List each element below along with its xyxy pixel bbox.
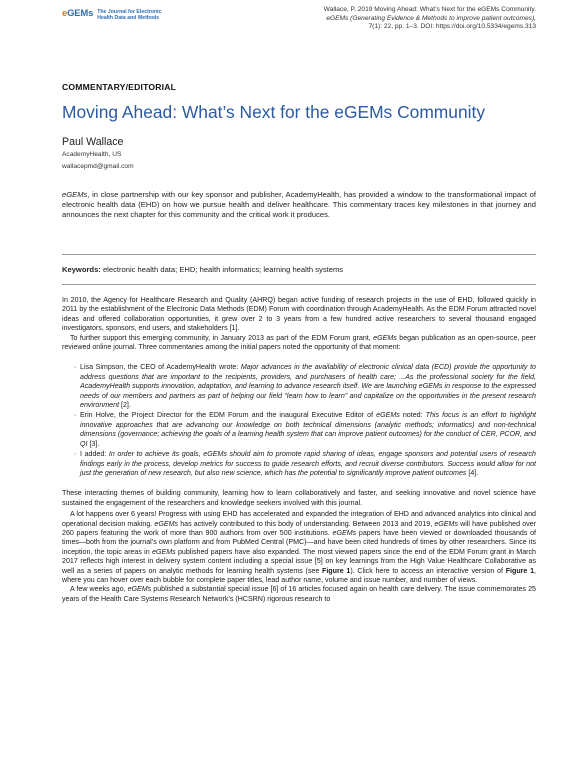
- list-item: · Erin Holve, the Project Director for the EDM Forum and the inaugural Executive Editor of eGEMs noted: This focus is an effort to highlight innovative approaches that are advancing our knowledge on both technical dimensions (analytic methods; informatics) and non-technical dimensions (governance; achieving the goals of a learning health system that can improve patient outcomes) for the conduct of CER, PCOR, and QI [3].: [74, 411, 536, 449]
- author-name: Paul Wallace: [62, 136, 124, 148]
- figure-1-ref[interactable]: Figure 1: [322, 566, 351, 575]
- article-body: [62, 296, 536, 604]
- logo-tagline: The Journal for Electronic Health Data and Methods: [97, 9, 162, 21]
- page-header: [62, 6, 536, 40]
- paragraph-1: In 2010, the Agency for Healthcare Research and Quality (AHRQ) began active funding of research projects in the use of EHD, followed quickly in 2011 by the establishment of the Electronic Data Methods (EDM) Forum with coordination through AcademyHealth. As the EDM Forum attracted novel ideas and offered collaboration opportunities, it grew over 2 to 3 years from a few hundred active researchers to several thousand engaged investigators, sponsors, end users, and stakeholders [1].: [62, 296, 536, 333]
- list-item: · I added: In order to achieve its goals, eGEMs should aim to promote rapid sharing of ideas, engage sponsors and potential users of research findings early in the process, develop metrics for success to guide research efforts, and recruit diverse contributors. Success would allow for not just the generation of new research, but also new science, which has the potential to significantly improve patient outcomes [4].: [74, 450, 536, 478]
- paragraph-2: To further support this emerging community, in January 2013 as part of the EDM Forum grant, eGEMs began publication as an open-source, peer reviewed online journal. Three commentaries among the initial papers noted the opportunity of that moment:: [62, 333, 536, 352]
- abstract: eGEMs, in close partnership with our key sponsor and publisher, AcademyHealth, has provided a window to the transformational impact of electronic health data (EHD) on how we pursue health and deliver healthcare. This commentary traces key milestones in that journey and announces the next chapter for this community and the critical work it produces.: [62, 190, 536, 220]
- paragraph-3: These interacting themes of building community, learning how to learn collaboratively and faster, and seeking innovative and novel science have sustained the engagement of the researchers and knowledge seekers involved with this journal.: [62, 489, 536, 507]
- keywords-rule-top: [62, 254, 536, 255]
- paragraph-5: A few weeks ago, eGEMs published a substantial special issue [6] of 16 articles focused again on health care delivery. The issue commemorates 25 years of the Health Care Systems Research Network’s (HCSRN) rigorous research to: [62, 585, 537, 603]
- keywords: Keywords: electronic health data; EHD; health informatics; learning health systems: [62, 265, 344, 274]
- author-affiliation: AcademyHealth, US: [62, 151, 122, 158]
- citation-block: [266, 6, 536, 32]
- article-title: Moving Ahead: What’s Next for the eGEMs Community: [62, 102, 486, 122]
- author-email[interactable]: wallacepmd@gmail.com: [62, 163, 134, 170]
- citation-line-2: eGEMs (Generating Evidence & Methods to improve patient outcomes),: [326, 14, 536, 22]
- paragraph-4: A lot happens over 6 years! Progress with using EHD has accelerated and expanded the integration of EHD and advanced analytics into clinical and operational decision making. eGEMs has actively contributed to this body of understanding. Between 2013 and 2019, eGEMs will have published over 260 papers featuring the work of more than 900 authors from over 500 institutions. eGEMs papers have been viewed or downloaded thousands of times—both from the journal’s own platform and from PubMed Central (PMC)—and have been cited hundreds of times by other researchers. Since its inception, the topic areas in eGEMs published papers have also expanded. The most viewed papers since the end of the EDM Forum grant in March 2017 reflects high interest in delivery system content including a special issue [5] on key learnings from the High Value Healthcare Collaborative as well as a series of papers on analytic methods for learning health systems (see Figure 1). Click here to access an interactive version of Figure 1, where you can hover over each bubble for complete paper titles, lead author name, volume and issue number, and number of views.: [62, 510, 537, 584]
- citation-line-1: Wallace, P. 2019 Moving Ahead: What’s Next for the eGEMs Community.: [323, 6, 536, 13]
- keywords-rule-bottom: [62, 284, 536, 285]
- journal-logo: [62, 8, 162, 21]
- citation-line-3: 7(1): 22, pp. 1–3. DOI: https://doi.org/10.5334/egems.313: [368, 23, 536, 31]
- section-label: COMMENTARY/EDITORIAL: [62, 82, 177, 92]
- quote-list: [74, 363, 536, 478]
- logo-wordmark: eGEMs: [62, 8, 94, 19]
- figure-1-ref[interactable]: Figure 1: [505, 566, 535, 575]
- list-item: · Lisa Simpson, the CEO of AcademyHealth wrote: Major advances in the availability of electronic clinical data (ECD) provide the opportunity to address questions that are important to the recipients, providers, and purchasers of health care; ...As the professional society for the field, AcademyHealth supports innovation, adaptation, and learning to advance research itself. We are launching eGEMs in response to the expressed needs of our members and partners as part of helping our field “learn how to learn” and capitalize on the opportunities in the present research environment [2].: [74, 363, 536, 410]
